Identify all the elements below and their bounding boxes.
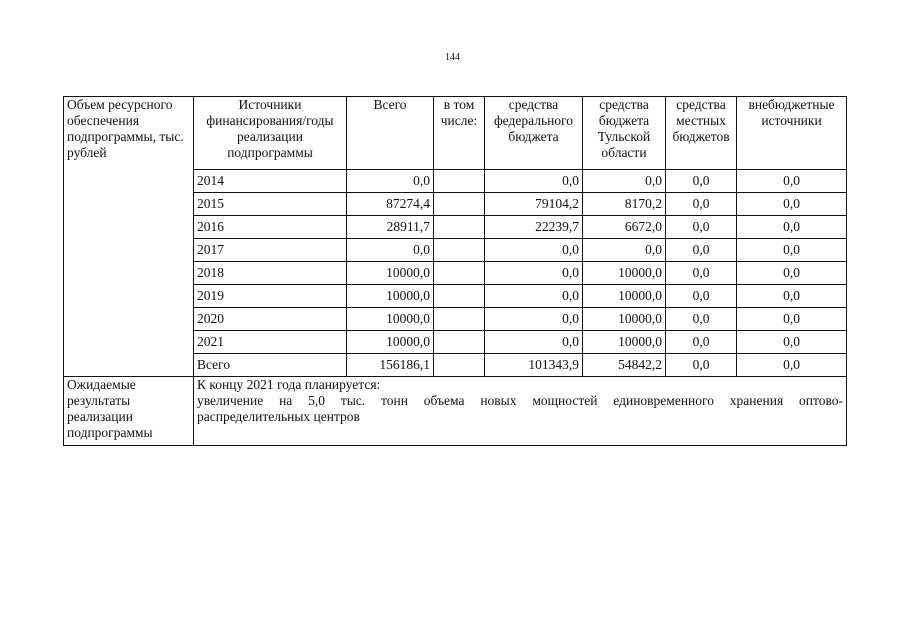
cell-total: 28911,7 — [347, 216, 434, 239]
header-regional: средства бюджета Тульской области — [583, 97, 666, 170]
header-row — [64, 97, 847, 170]
cell-year: Всего — [194, 354, 347, 377]
cell-federal: 22239,7 — [485, 216, 583, 239]
cell-regional: 0,0 — [583, 170, 666, 193]
cell-regional: 54842,2 — [583, 354, 666, 377]
cell-federal: 0,0 — [485, 331, 583, 354]
cell-extrabudget: 0,0 — [737, 216, 847, 239]
header-including: в том числе: — [434, 97, 485, 170]
cell-extrabudget: 0,0 — [737, 239, 847, 262]
cell-regional: 10000,0 — [583, 262, 666, 285]
funding-table — [63, 96, 847, 446]
cell-total: 10000,0 — [347, 262, 434, 285]
cell-total: 10000,0 — [347, 285, 434, 308]
cell-year: 2019 — [194, 285, 347, 308]
cell-year: 2021 — [194, 331, 347, 354]
cell-year: 2015 — [194, 193, 347, 216]
cell-local: 0,0 — [666, 354, 737, 377]
cell-local: 0,0 — [666, 308, 737, 331]
cell-including — [434, 331, 485, 354]
cell-total: 156186,1 — [347, 354, 434, 377]
cell-total: 0,0 — [347, 239, 434, 262]
cell-extrabudget: 0,0 — [737, 354, 847, 377]
cell-extrabudget: 0,0 — [737, 331, 847, 354]
header-federal: средства федерального бюджета — [485, 97, 583, 170]
header-local: средства местных бюджетов — [666, 97, 737, 170]
cell-total: 10000,0 — [347, 331, 434, 354]
cell-extrabudget: 0,0 — [737, 193, 847, 216]
header-total: Всего — [347, 97, 434, 170]
cell-federal: 101343,9 — [485, 354, 583, 377]
results-row — [64, 377, 847, 446]
cell-including — [434, 285, 485, 308]
header-extrabudget: внебюджетные источники — [737, 97, 847, 170]
cell-regional: 0,0 — [583, 239, 666, 262]
cell-federal: 0,0 — [485, 285, 583, 308]
results-text — [194, 377, 847, 446]
cell-extrabudget: 0,0 — [737, 170, 847, 193]
cell-including — [434, 170, 485, 193]
cell-total: 10000,0 — [347, 308, 434, 331]
results-line-2: увеличение на 5,0 тыс. тонн объема новых мощностей единовременного хранения оптово- — [197, 393, 843, 408]
header-sources: Источники финансирования/годы реализации подпрограммы — [194, 97, 347, 170]
cell-local: 0,0 — [666, 239, 737, 262]
results-line-3: распределительных центров — [197, 409, 360, 424]
cell-including — [434, 354, 485, 377]
cell-including — [434, 262, 485, 285]
cell-including — [434, 193, 485, 216]
cell-regional: 6672,0 — [583, 216, 666, 239]
cell-local: 0,0 — [666, 285, 737, 308]
cell-year: 2020 — [194, 308, 347, 331]
cell-federal: 0,0 — [485, 262, 583, 285]
cell-total: 87274,4 — [347, 193, 434, 216]
results-label: Ожидаемые результаты реализации подпрограммы — [64, 377, 194, 446]
page-number: 144 — [445, 52, 460, 63]
cell-year: 2017 — [194, 239, 347, 262]
cell-including — [434, 239, 485, 262]
cell-year: 2016 — [194, 216, 347, 239]
cell-federal: 0,0 — [485, 239, 583, 262]
cell-year: 2014 — [194, 170, 347, 193]
cell-local: 0,0 — [666, 170, 737, 193]
cell-extrabudget: 0,0 — [737, 308, 847, 331]
cell-federal: 0,0 — [485, 308, 583, 331]
cell-local: 0,0 — [666, 193, 737, 216]
cell-local: 0,0 — [666, 331, 737, 354]
cell-federal: 0,0 — [485, 170, 583, 193]
cell-including — [434, 308, 485, 331]
cell-federal: 79104,2 — [485, 193, 583, 216]
resource-label: Объем ресурсного обеспечения подпрограммы, тыс. рублей — [64, 97, 194, 377]
results-line-1: К концу 2021 года планируется: — [197, 377, 381, 392]
cell-including — [434, 216, 485, 239]
cell-local: 0,0 — [666, 216, 737, 239]
cell-extrabudget: 0,0 — [737, 285, 847, 308]
cell-year: 2018 — [194, 262, 347, 285]
cell-regional: 10000,0 — [583, 285, 666, 308]
cell-extrabudget: 0,0 — [737, 262, 847, 285]
cell-regional: 10000,0 — [583, 331, 666, 354]
cell-regional: 8170,2 — [583, 193, 666, 216]
cell-total: 0,0 — [347, 170, 434, 193]
cell-regional: 10000,0 — [583, 308, 666, 331]
cell-local: 0,0 — [666, 262, 737, 285]
